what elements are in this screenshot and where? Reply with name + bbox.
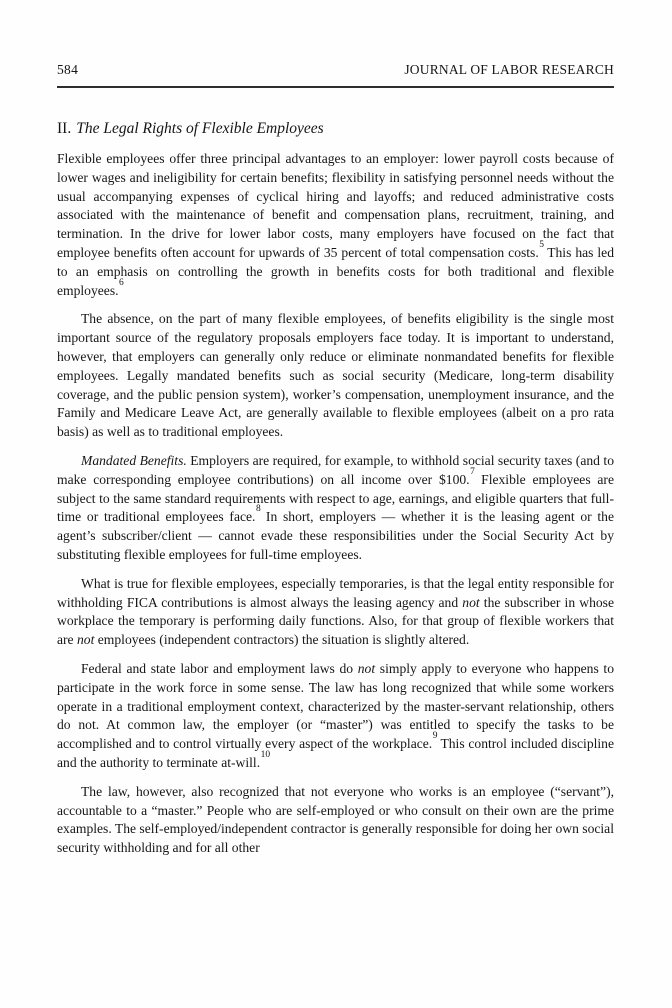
body-paragraph: What is true for flexible employees, especially temporaries, is that the legal entity responsible for withholding FICA contributions is almost always the leasing agency and not the subscriber in whose workplace the temporary is performing daily functions. Also, for that group of flexible workers that are not employees (independent contractors) the situation is slightly altered. <box>57 575 614 648</box>
section-title: The Legal Rights of Flexible Employees <box>76 120 324 137</box>
body-paragraph: Mandated Benefits. Employers are required, for example, to withhold social security taxes (and to make corresponding employee contributions) on all income over $100.$^7$ Flexible employees are subject to the same standard requirements with respect to age, earnings, and eligible quarters that full-time or traditional employees face.$^8$ In short, employers — whether it is the leasing agent or the agent’s subscriber/client — cannot evade these responsibilities under the Social Security Act by substituting flexible employees for full-time employees. <box>57 452 615 562</box>
section-heading <box>57 119 614 138</box>
section-numeral: II. <box>57 120 72 137</box>
body-paragraph: The absence, on the part of many flexible employees, of benefits eligibility is the single most important source of the regulatory proposals employers face today. It is important to understand, however, that employers can generally only reduce or eliminate nonmandated benefits for flexible employees. Legally mandated benefits such as social security (Medicare, long-term disability coverage, and the public pension system), worker’s compensation, unemployment insurance, and the Family and Medicare Leave Act, are generally available to flexible employees (albeit on a pro rata basis) as well as to traditional employees. <box>57 311 614 440</box>
body-paragraph: Federal and state labor and employment laws do not simply apply to everyone who happens to participate in the work force in some sense. The law has long recognized that while some workers operate in a traditional employment context, characterized by the master-servant relationship, others do not. At common law, the employer (or “master”) was entitled to specify the tasks to be accomplished and to control virtually every aspect of the workplace.$^9$ This control included discipline and the authority to terminate at-will.$^{10}$ <box>57 660 614 770</box>
header-rule <box>57 86 614 88</box>
page-number: 584 <box>57 62 79 77</box>
journal-title: JOURNAL OF LABOR RESEARCH <box>404 62 614 77</box>
article-body <box>57 150 614 858</box>
body-paragraph: The law, however, also recognized that not everyone who works is an employee (“servant”), accountable to a “master.” People who are self-employed or who consult on their own are the prime examples. The self-employed/independent contractor is generally responsible for doing her own social security withholding and for all other <box>57 783 614 856</box>
running-head <box>57 62 614 77</box>
body-paragraph: Flexible employees offer three principal advantages to an employer: lower payroll costs because of lower wages and ineligibility for certain benefits; flexibility in satisfying personnel needs without the usual accompanying expenses of cyclical hiring and layoffs; and reduced administrative costs associated with the maintenance of benefit and compensation plans, recruitment, training, and termination. In the drive for lower labor costs, many employers have focused on the fact that employee benefits often account for upwards of 35 percent of total compensation costs.$^5$ This has led to an emphasis on controlling the growth in benefits costs for both traditional and flexible employees.$^6$ <box>57 151 614 298</box>
